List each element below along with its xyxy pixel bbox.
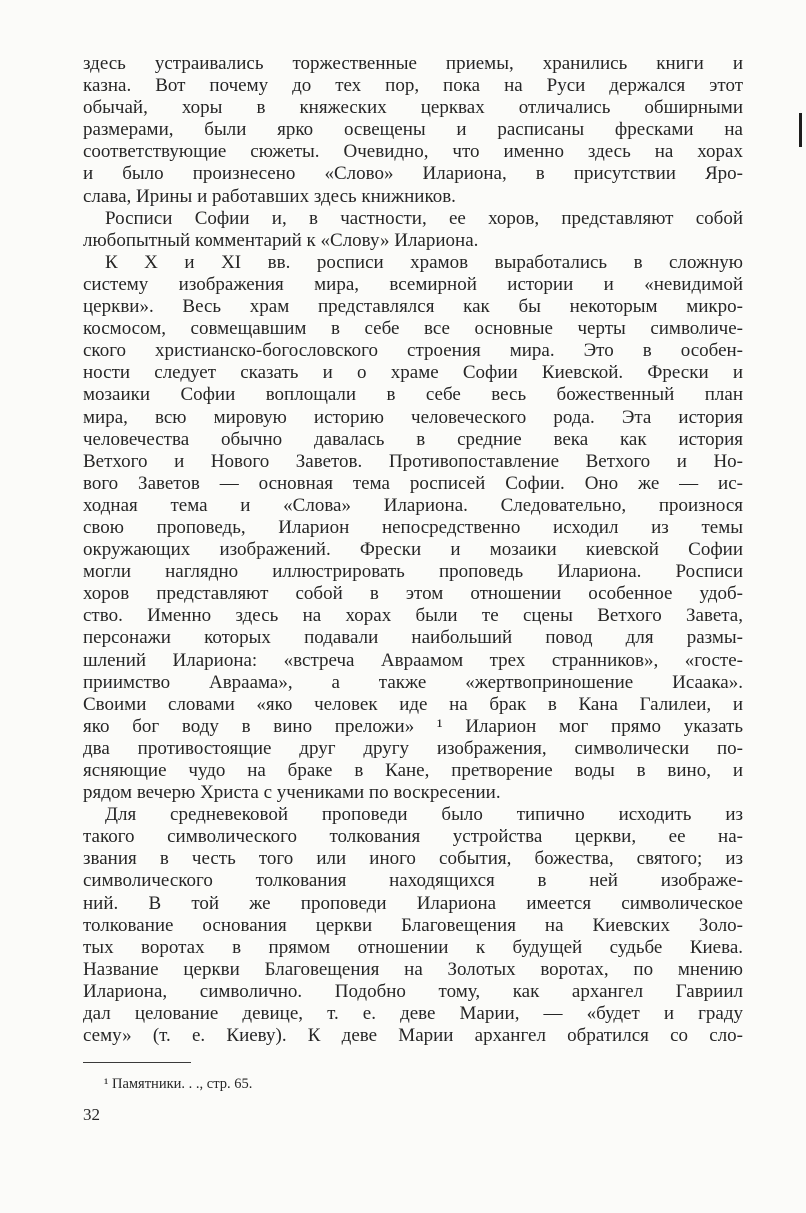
text-line: Своими словами «яко человек иде на брак в Кана Галилеи, и — [83, 693, 743, 715]
margin-mark — [799, 113, 802, 147]
text-line: персонажи которых подавали наибольший повод для размы- — [83, 627, 743, 649]
text-line: тых воротах в прямом отношении к будущей судьбе Киева. — [83, 936, 743, 958]
text-line: систему изображения мира, всемирной истории и «невидимой — [83, 273, 743, 295]
body-text — [83, 53, 743, 1047]
text-line: и было произнесено «Слово» Илариона, в присутствии Яро- — [83, 163, 743, 185]
text-line: вого Заветов — основная тема росписей Софии. Оно же — ис- — [83, 472, 743, 494]
text-line: мозаики Софии воплощали в себе весь божественный план — [83, 384, 743, 406]
text-line: космосом, совмещавшим в себе все основные черты символиче- — [83, 318, 743, 340]
page-number: 32 — [83, 1105, 100, 1124]
text-line: шлений Илариона: «встреча Авраамом трех странников», «госте- — [83, 649, 743, 671]
text-line: Илариона, символично. Подобно тому, как архангел Гавриил — [83, 980, 743, 1002]
text-line: яко бог воду в вино преложи» ¹ Иларион мог прямо указать — [83, 715, 743, 737]
text-line: ходная тема и «Слова» Илариона. Следовательно, произнося — [83, 494, 743, 516]
text-line: толкование основания церкви Благовещения на Киевских Золо- — [83, 914, 743, 936]
text-line: дал целование девице, т. е. деве Марии, — «будет и граду — [83, 1003, 743, 1025]
text-line: ство. Именно здесь на хорах были те сцены Ветхого Завета, — [83, 605, 743, 627]
text-line: обычай, хоры в княжеских церквах отличались обширными — [83, 97, 743, 119]
text-line: хоров представляют собой в этом отношении особенное удоб- — [83, 583, 743, 605]
text-line: К X и XI вв. росписи храмов выработались в сложную — [105, 251, 743, 273]
text-line: церкви». Весь храм представлялся как бы некоторым микро- — [83, 296, 743, 318]
footnote: ¹ Памятники. . ., стр. 65. — [104, 1076, 253, 1092]
text-line: ского христианско-богословского строения мира. Это в особен- — [83, 340, 743, 362]
text-line: такого символического толкования устройства церкви, ее на- — [83, 826, 743, 848]
text-line: Название церкви Благовещения на Золотых воротах, по мнению — [83, 958, 743, 980]
text-line: сему» (т. е. Киеву). К деве Марии архангел обратился со сло- — [83, 1025, 743, 1047]
text-line: звания в честь того или иного события, божества, святого; из — [83, 848, 743, 870]
text-line: рядом вечерю Христа с учениками по воскресении. — [83, 782, 501, 804]
text-line: размерами, были ярко освещены и расписаны фресками на — [83, 119, 743, 141]
text-line: приимство Авраама», а также «жертвоприношение Исаака». — [83, 671, 743, 693]
text-line: любопытный комментарий к «Слову» Илариона. — [83, 229, 479, 251]
text-line: символического толкования находящихся в ней изображе- — [83, 870, 743, 892]
text-line: свою проповедь, Иларион непосредственно исходил из темы — [83, 516, 743, 538]
text-line: могли наглядно иллюстрировать проповедь Илариона. Росписи — [83, 561, 743, 583]
text-line: ясняющие чудо на браке в Кане, претворение воды в вино, и — [83, 760, 743, 781]
text-line: мира, всю мировую историю человеческого рода. Эта история — [83, 406, 743, 428]
text-line: два противостоящие друг другу изображения, символически по- — [83, 737, 743, 759]
text-line: Ветхого и Нового Заветов. Противопоставление Ветхого и Но- — [83, 450, 743, 472]
text-line: здесь устраивались торжественные приемы, хранились книги и — [83, 53, 743, 74]
text-line: Росписи Софии и, в частности, ее хоров, представляют собой — [105, 207, 743, 229]
text-line: казна. Вот почему до тех пор, пока на Руси держался этот — [83, 75, 743, 97]
text-line: Для средневековой проповеди было типично исходить из — [105, 804, 743, 826]
footnote-rule — [83, 1062, 191, 1063]
text-line: окружающих изображений. Фрески и мозаики киевской Софии — [83, 539, 743, 561]
text-line: ний. В той же проповеди Илариона имеется символическое — [83, 892, 743, 914]
text-line: соответствующие сюжеты. Очевидно, что именно здесь на хорах — [83, 141, 743, 163]
text-line: ности следует сказать и о храме Софии Киевской. Фрески и — [83, 362, 743, 384]
text-line: человечества обычно давалась в средние века как история — [83, 428, 743, 450]
text-line: слава, Ирины и работавших здесь книжников. — [83, 185, 456, 207]
